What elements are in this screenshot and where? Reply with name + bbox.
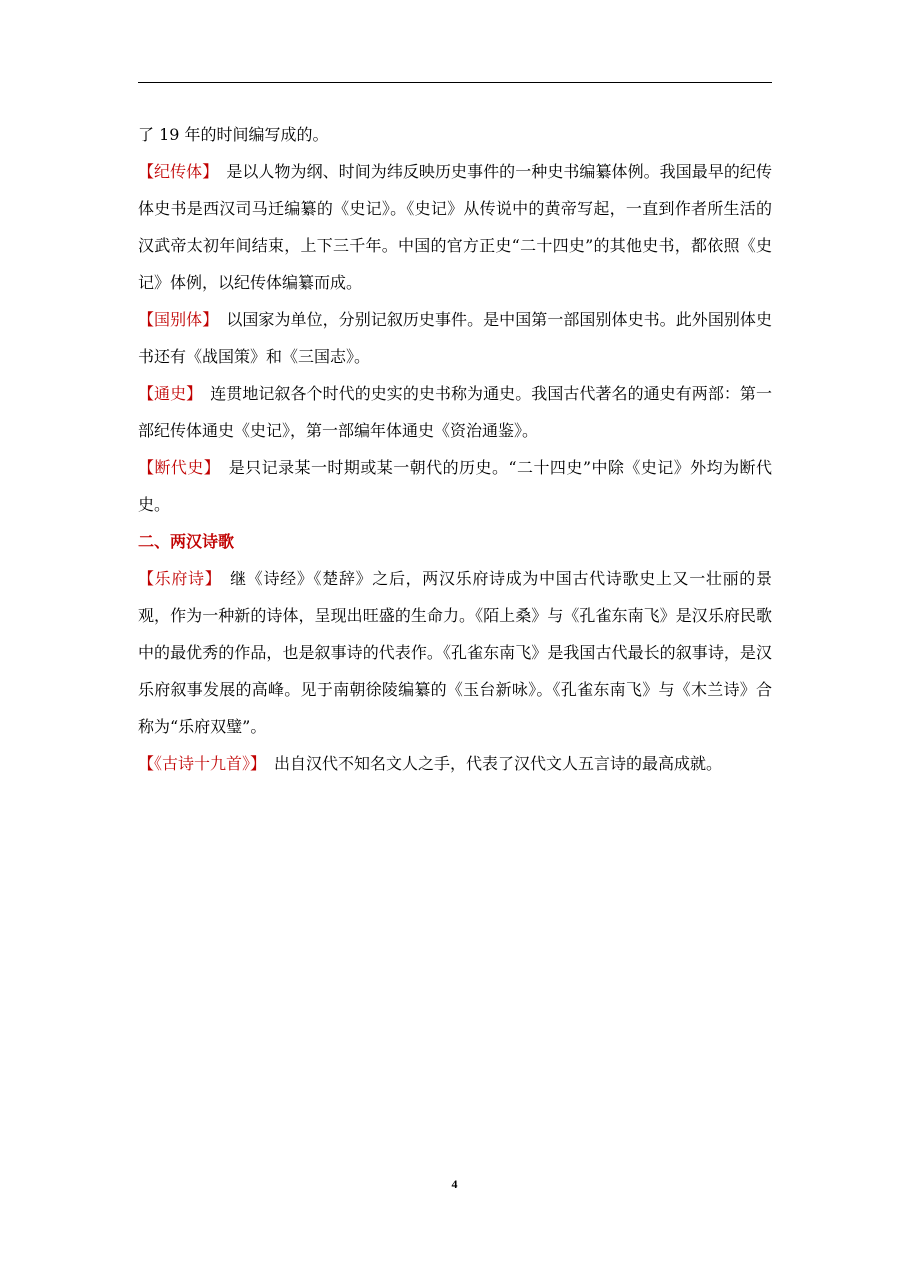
entry-term: 【断代史】 <box>138 458 221 477</box>
entry-text: 以国家为单位，分别记叙历史事件。是中国第一部国别体史书。此外国别体史书还有《战国策》和《三国志》。 <box>138 310 772 366</box>
entry-term: 【乐府诗】 <box>138 569 222 588</box>
entry-jizhuanti <box>138 153 772 301</box>
entry-text: 是只记录某一时期或某一朝代的历史。“二十四史”中除《史记》外均为断代史。 <box>138 458 772 514</box>
entry-text: 继《诗经》《楚辞》之后，两汉乐府诗成为中国古代诗歌史上又一壮丽的景观，作为一种新的诗体，呈现出旺盛的生命力。《陌上桑》与《孔雀东南飞》是汉乐府民歌中的最优秀的作品，也是叙事诗的代表作。《孔雀东南飞》是我国古代最长的叙事诗，是汉乐府叙事发展的高峰。见于南朝徐陵编纂的《玉台新咏》。《孔雀东南飞》与《木兰诗》合称为“乐府双璧”。 <box>138 569 772 736</box>
header-rule <box>138 82 772 83</box>
document-body <box>138 116 772 782</box>
entry-text: 出自汉代不知名文人之手，代表了汉代文人五言诗的最高成就。 <box>274 754 723 773</box>
entry-term: 【《古诗十九首》】 <box>138 754 267 773</box>
entry-text: 是以人物为纲、时间为纬反映历史事件的一种史书编纂体例。我国最早的纪传体史书是西汉司马迁编纂的《史记》。《史记》从传说中的黄帝写起，一直到作者所生活的汉武帝太初年间结束，上下三千年。中国的官方正史“二十四史”的其他史书，都依照《史记》体例，以纪传体编纂而成。 <box>138 162 772 292</box>
section-heading: 二、两汉诗歌 <box>138 532 235 551</box>
page-number: 4 <box>451 1177 458 1191</box>
entry-tongshi <box>138 375 772 449</box>
entry-gushi-shijiushou <box>138 745 772 782</box>
entry-text: 连贯地记叙各个时代的史实的史书称为通史。我国古代著名的通史有两部：第一部纪传体通史《史记》，第一部编年体通史《资治通鉴》。 <box>138 384 772 440</box>
entry-term: 【通史】 <box>138 384 203 403</box>
intro-line: 了 19 年的时间编写成的。 <box>138 125 329 144</box>
entry-guobieti <box>138 301 772 375</box>
entry-duandaishi <box>138 449 772 523</box>
entry-yuefushi <box>138 560 772 745</box>
entry-term: 【国别体】 <box>138 310 219 329</box>
entry-term: 【纪传体】 <box>138 162 219 181</box>
